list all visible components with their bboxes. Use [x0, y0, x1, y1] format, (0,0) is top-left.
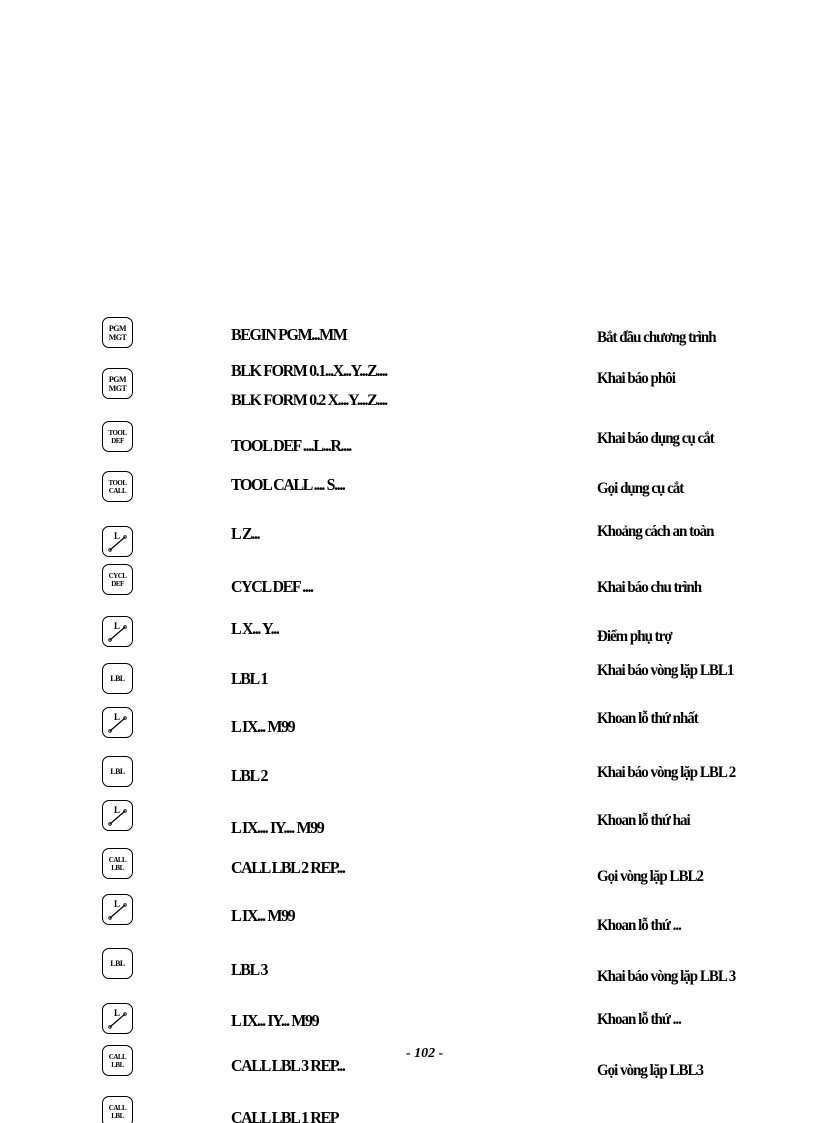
- description-text: Khai báo phôi: [597, 370, 675, 388]
- linear-move-key-icon: [102, 526, 133, 557]
- svg-text:L: L: [113, 804, 120, 815]
- call-lbl-key-icon: [102, 1096, 133, 1123]
- lbl-key-icon: [102, 948, 133, 979]
- description-text: Gọi dụng cụ cắt: [597, 480, 684, 498]
- key-label-line2: LBL: [111, 1060, 124, 1069]
- program-row: [0, 798, 816, 844]
- command-text: CALL LBL 2 REP...: [231, 859, 345, 878]
- linear-move-key-icon: [102, 894, 133, 925]
- lbl-key-icon: [102, 756, 133, 787]
- command-text: BLK FORM 0.1...X...Y...Z....: [231, 362, 387, 381]
- svg-text:L: L: [113, 530, 120, 541]
- linear-move-key-icon: [102, 1003, 133, 1034]
- description-text: Khoan lỗ thứ ...: [597, 917, 681, 935]
- command-text: L IX... IY... M99: [231, 1012, 319, 1031]
- svg-text:L: L: [113, 711, 120, 722]
- command-text: LBL 3: [231, 961, 268, 980]
- command-text: CALL LBL 1 REP: [231, 1109, 339, 1123]
- key-label-line1: CALL: [108, 1052, 127, 1061]
- key-label-line2: MGT: [108, 332, 127, 342]
- lbl-key-icon: [102, 663, 133, 694]
- command-text: LBL 2: [231, 767, 268, 786]
- command-text: CALL LBL 3 REP...: [231, 1057, 345, 1076]
- description-text: Khai báo chu trình: [597, 579, 702, 597]
- key-label-line1: CALL: [108, 1103, 127, 1112]
- command-text: TOOL CALL .... S....: [231, 476, 345, 495]
- key-label-line1: PGM: [108, 323, 127, 333]
- description-text: Khai báo vòng lặp LBL1: [597, 662, 734, 680]
- program-row: [0, 894, 816, 940]
- key-label-line1: TOOL: [108, 478, 127, 487]
- program-row: [0, 421, 816, 467]
- svg-text:L: L: [113, 620, 120, 631]
- program-row: [0, 756, 816, 802]
- call-lbl-key-icon: [102, 848, 133, 879]
- description-text: Điểm phụ trợ: [597, 628, 672, 646]
- program-row: [0, 614, 816, 660]
- command-text: TOOL DEF ....L...R....: [231, 437, 351, 456]
- program-row: [0, 470, 816, 516]
- page-number: - 102 -: [406, 1046, 444, 1061]
- key-label-line2: LBL: [111, 863, 124, 872]
- key-label: LBL: [110, 959, 125, 968]
- linear-move-key-icon: [102, 800, 133, 831]
- command-text: BEGIN PGM...MM: [231, 326, 347, 345]
- key-label-line1: CYCL: [108, 571, 127, 580]
- program-row: [0, 846, 816, 892]
- key-label-line2: CALL: [108, 486, 127, 495]
- command-text: LBL 1: [231, 670, 268, 689]
- command-text: L IX... M99: [231, 907, 295, 926]
- command-text-second-line: BLK FORM 0.2 X....Y....Z....: [231, 392, 387, 409]
- program-row: [0, 704, 816, 750]
- svg-text:L: L: [113, 1007, 120, 1018]
- linear-move-key-icon: [102, 616, 133, 647]
- program-row: [0, 317, 816, 363]
- pgm-mgt-key-icon: [102, 317, 133, 348]
- key-label-line2: DEF: [111, 579, 124, 588]
- key-label: LBL: [110, 674, 125, 683]
- cycl-def-key-icon: [102, 564, 133, 595]
- description-text: Khoan lỗ thứ ...: [597, 1011, 681, 1029]
- program-row-partial: [0, 1096, 816, 1123]
- key-label-line2: DEF: [111, 436, 124, 445]
- description-text: Khoảng cách an toàn: [597, 523, 714, 541]
- description-text: Khai báo dụng cụ cắt: [597, 430, 714, 448]
- key-label-line1: CALL: [108, 855, 127, 864]
- command-text: L IX... M99: [231, 718, 295, 737]
- command-text: CYCL DEF ....: [231, 578, 313, 597]
- key-label-line1: TOOL: [108, 428, 127, 437]
- program-row: [0, 520, 816, 566]
- description-text: Gọi vòng lặp LBL2: [597, 868, 703, 886]
- description-text: Bắt đầu chương trình: [597, 329, 716, 347]
- program-row: [0, 1000, 816, 1046]
- description-text: Khai báo vòng lặp LBL 3: [597, 968, 736, 986]
- linear-move-key-icon: [102, 707, 133, 738]
- key-label-line2: LBL: [111, 1111, 124, 1120]
- key-label: LBL: [110, 767, 125, 776]
- program-row: [0, 662, 816, 708]
- command-text: L Z...: [231, 525, 260, 544]
- description-text: Khoan lỗ thứ hai: [597, 812, 690, 830]
- pgm-mgt-key-icon: [102, 368, 133, 399]
- description-text: Khoan lỗ thứ nhất: [597, 710, 698, 728]
- command-text: L X... Y...: [231, 620, 279, 639]
- tool-def-key-icon: [102, 421, 133, 452]
- description-text: Gọi vòng lặp LBL3: [597, 1062, 703, 1080]
- program-row: [0, 564, 816, 610]
- program-row: [0, 362, 816, 416]
- tool-call-key-icon: [102, 471, 133, 502]
- svg-text:L: L: [113, 898, 120, 909]
- key-label-line1: PGM: [108, 374, 127, 384]
- call-lbl-key-icon: [102, 1045, 133, 1076]
- program-row: [0, 948, 816, 994]
- description-text: Khai báo vòng lặp LBL 2: [597, 764, 736, 782]
- command-text: L IX.... IY.... M99: [231, 819, 324, 838]
- key-label-line2: MGT: [108, 383, 127, 393]
